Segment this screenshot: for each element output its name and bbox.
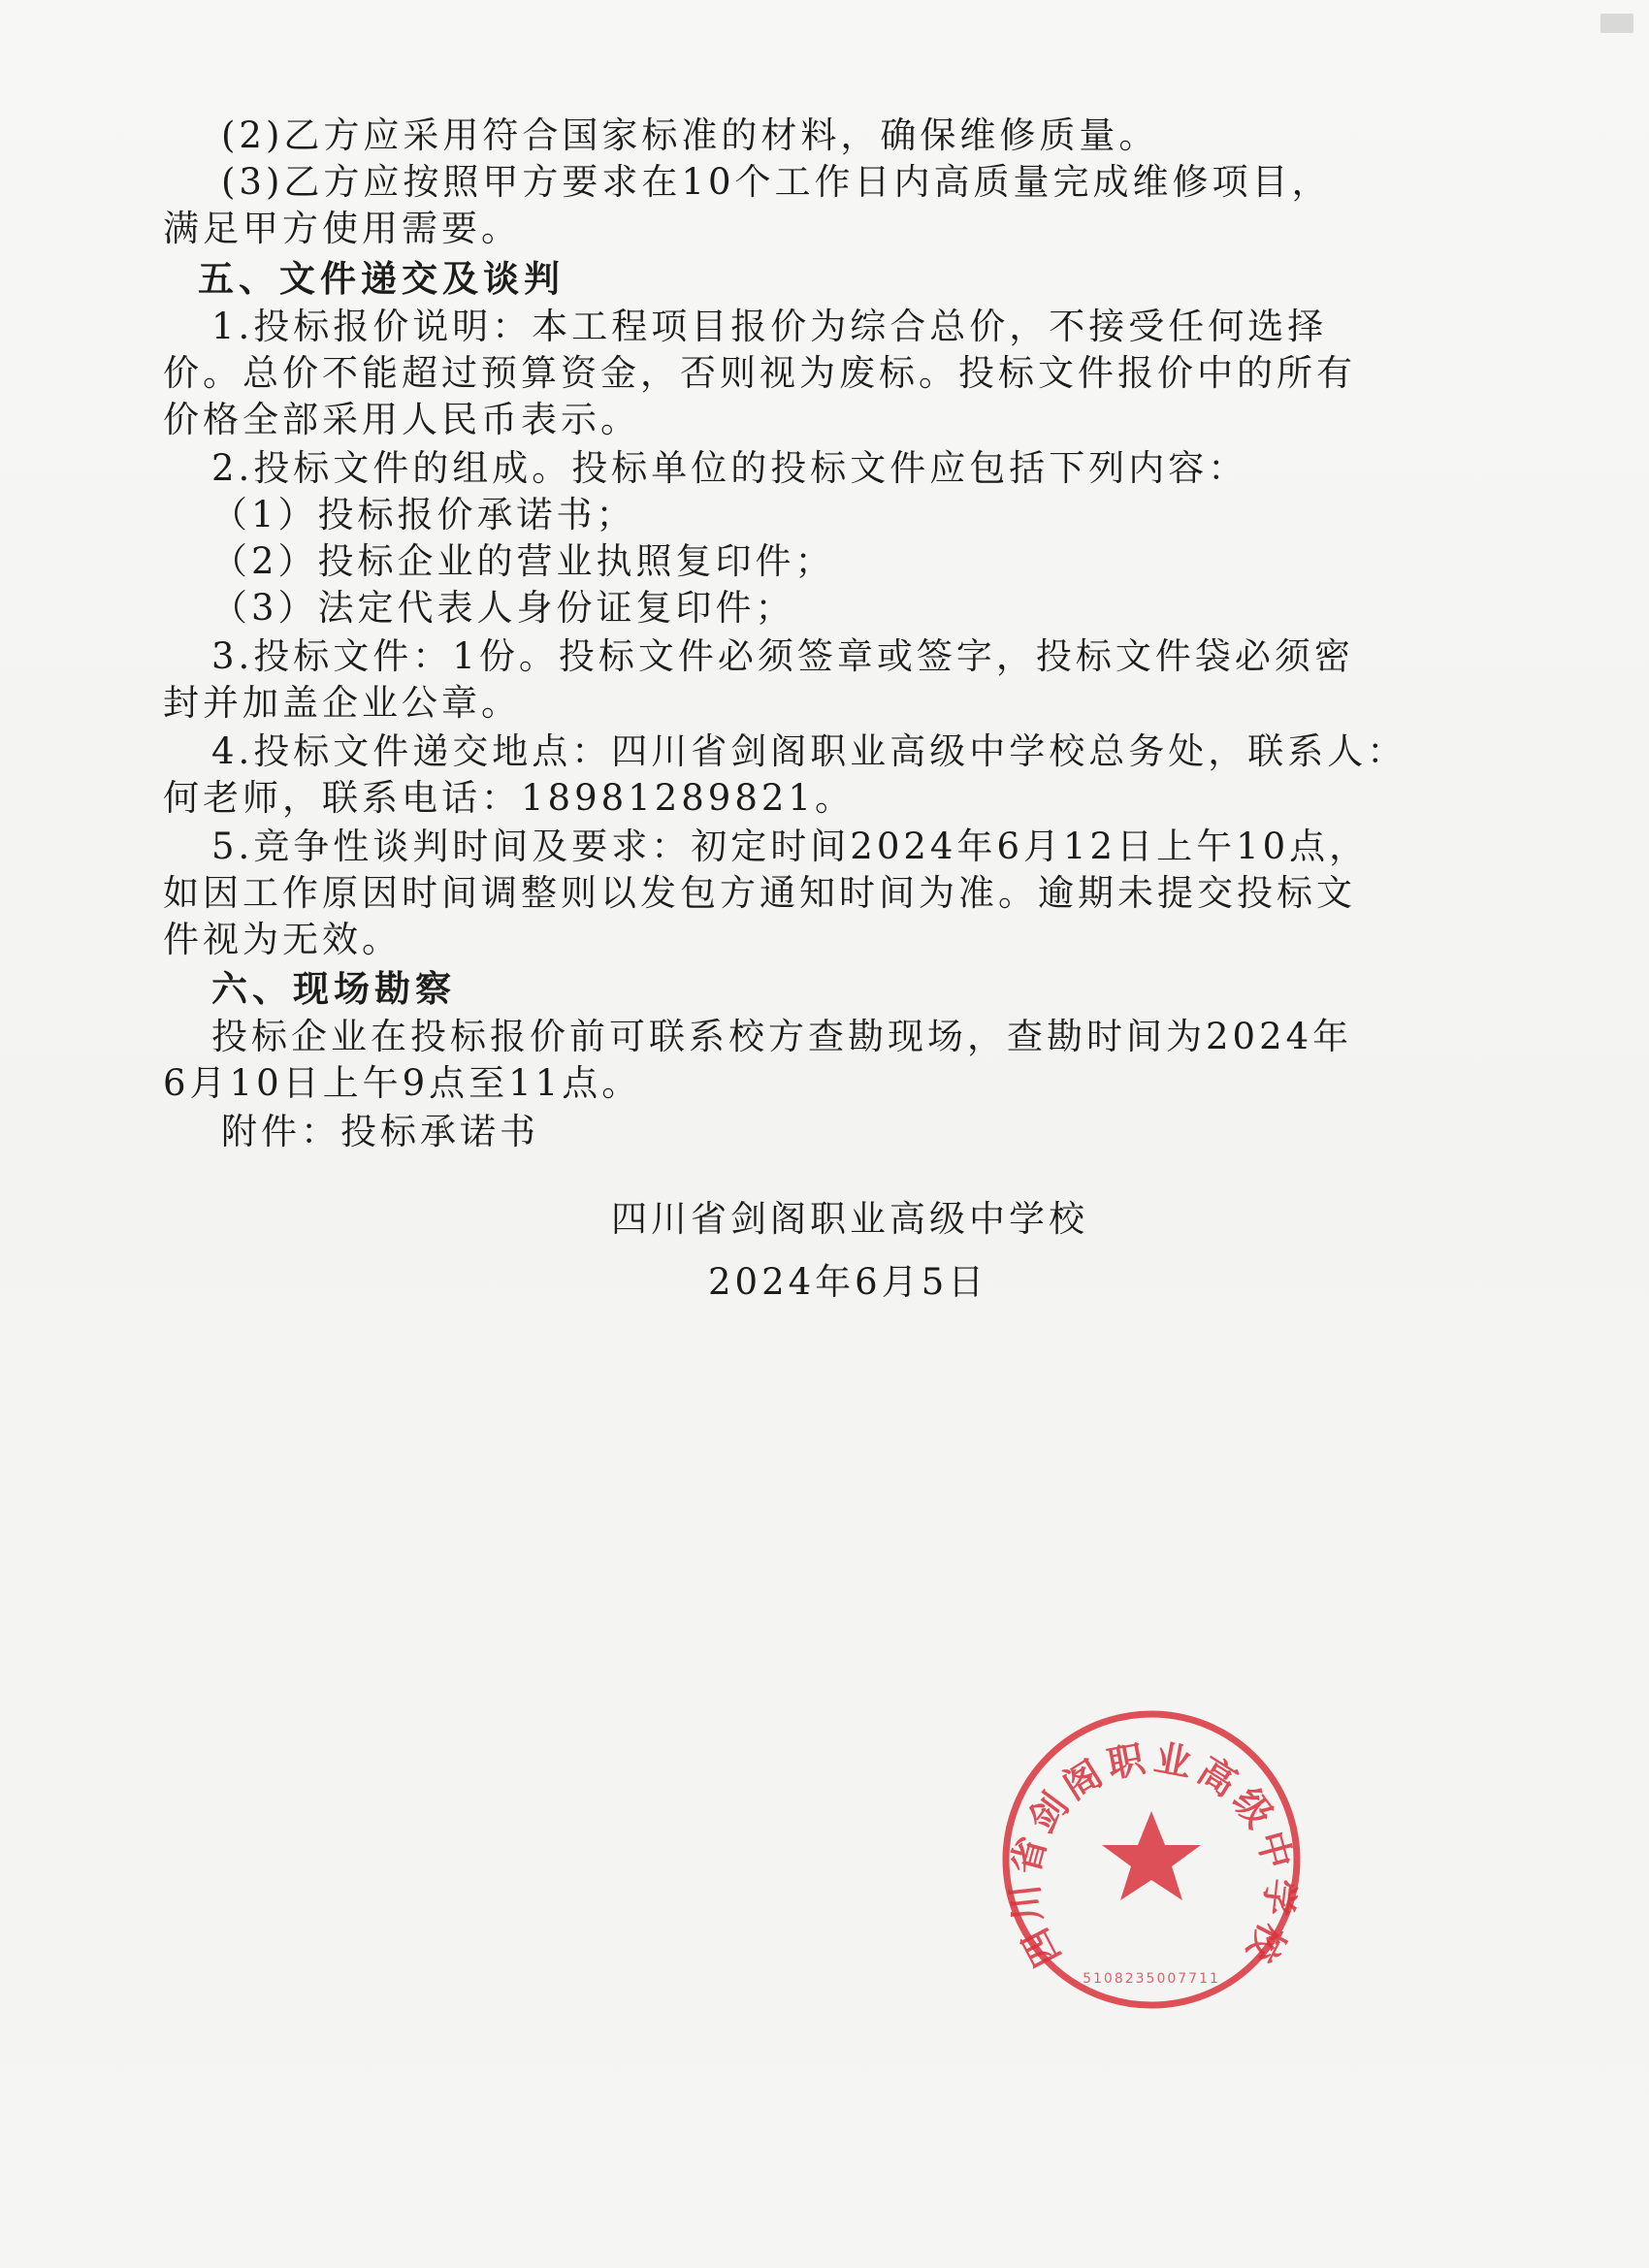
section-5-heading: 五、文件递交及谈判 <box>198 257 565 300</box>
seal-serial-number: 5108235007711 <box>1083 1971 1220 1987</box>
clause-2-item-1: （1）投标报价承诺书； <box>211 494 636 535</box>
clause-3-line-2: 封并加盖企业公章。 <box>163 682 521 724</box>
item-2-text: (2)乙方应采用符合国家标准的材料，确保维修质量。 <box>221 114 1159 156</box>
clause-3-line-1: 3.投标文件：1份。投标文件必须签章或签字，投标文件袋必须密 <box>211 635 1354 677</box>
clause-4-line-1: 4.投标文件递交地点：四川省剑阁职业高级中学校总务处，联系人： <box>211 730 1407 772</box>
attachment-note: 附件：投标承诺书 <box>221 1111 539 1152</box>
seal-ring-text: 四川省剑阁职业高级中学校 <box>1002 1735 1303 1974</box>
clause-5-line-2: 如因工作原因时间调整则以发包方通知时间为准。逾期未提交投标文 <box>163 872 1356 914</box>
signature-date: 2024年6月5日 <box>708 1261 988 1303</box>
item-3-continuation: 满足甲方使用需要。 <box>163 208 521 249</box>
clause-1-line-2: 价。总价不能超过预算资金，否则视为废标。投标文件报价中的所有 <box>163 352 1356 394</box>
official-seal-stamp <box>991 1700 1311 2020</box>
clause-5-line-1: 5.竞争性谈判时间及要求：初定时间2024年6月12日上午10点， <box>211 826 1370 867</box>
site-visit-line-2: 6月10日上午9点至11点。 <box>163 1062 642 1104</box>
clause-4-line-2: 何老师，联系电话：18981289821。 <box>163 777 855 819</box>
signature-organization: 四川省剑阁职业高级中学校 <box>611 1198 1088 1240</box>
seal-star-icon <box>1102 1811 1201 1900</box>
clause-2-text: 2.投标文件的组成。投标单位的投标文件应包括下列内容： <box>211 447 1248 489</box>
clause-2-item-2: （2）投标企业的营业执照复印件； <box>211 540 835 582</box>
clause-1-line-1: 1.投标报价说明：本工程项目报价为综合总价，不接受任何选择 <box>211 306 1328 347</box>
site-visit-line-1: 投标企业在投标报价前可联系校方查勘现场，查勘时间为2024年 <box>211 1016 1353 1057</box>
clause-1-line-3: 价格全部采用人民币表示。 <box>163 399 640 440</box>
clause-2-item-3: （3）法定代表人身份证复印件； <box>211 587 795 629</box>
clause-5-line-3: 件视为无效。 <box>163 919 402 960</box>
item-3-text: (3)乙方应按照甲方要求在10个工作日内高质量完成维修项目， <box>221 161 1332 203</box>
section-6-heading: 六、现场勘察 <box>211 967 456 1010</box>
scan-corner-mark <box>1600 14 1633 33</box>
